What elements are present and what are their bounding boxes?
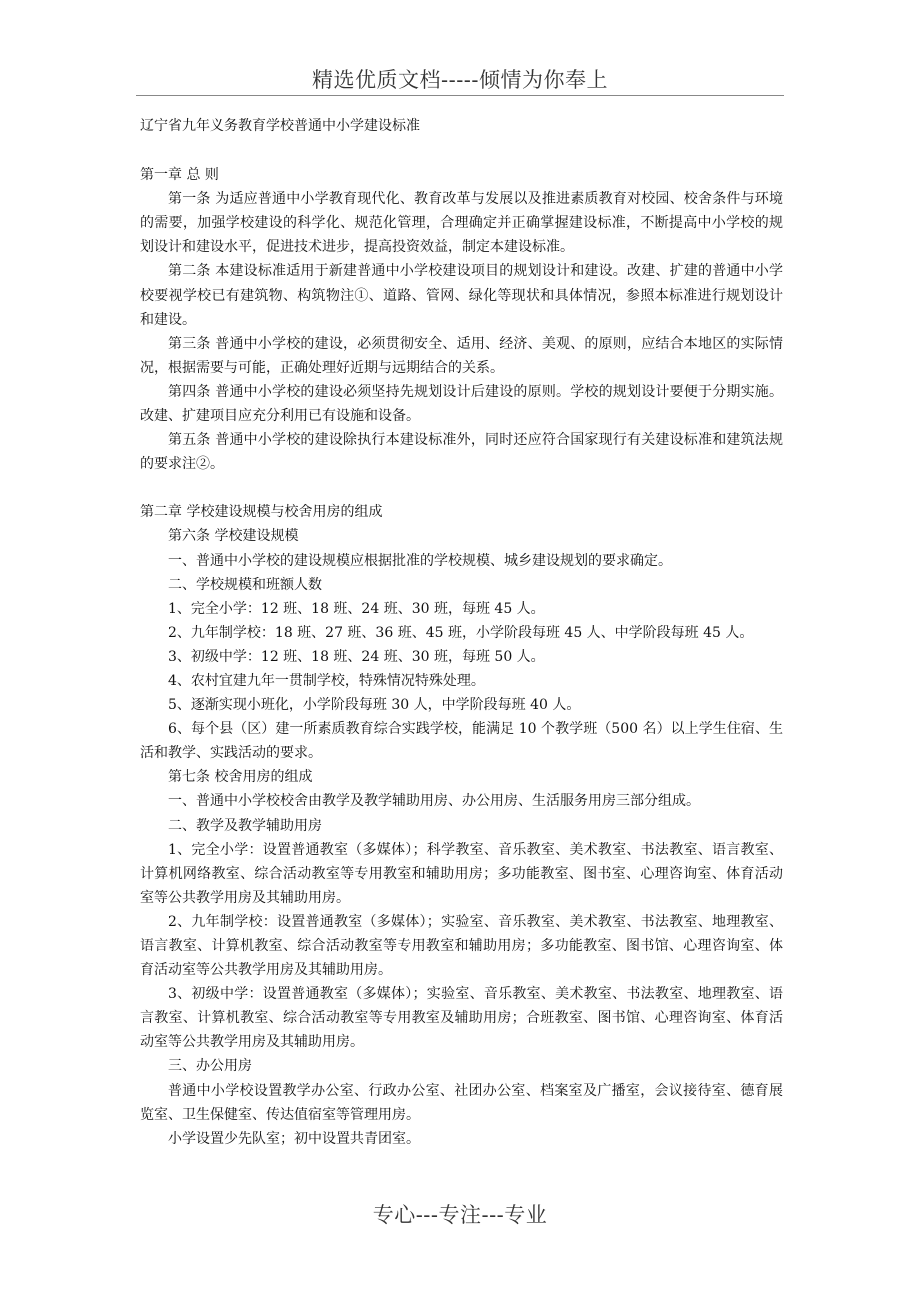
paragraph: 6、每个县（区）建一所素质教育综合实践学校，能满足 10 个教学班（500 名）以上学生住宿、生活和教学、实践活动的要求。 [140,721,783,762]
page-footer: 专心---专注---专业 [372,1203,548,1227]
paragraph: 4、农村宜建九年一贯制学校，特殊情况特殊处理。 [168,672,485,689]
chapter-spacer [140,476,783,500]
paragraph: 1、完全小学：设置普通教室（多媒体）；科学教室、音乐教室、美术教室、书法教室、语言教室、计算机网络教室、综合活动教室等专用教室和辅助用房；多功能教室、图书室、心理咨询室、体育活动室等公共教学用房及其辅助用房。 [140,841,783,906]
paragraph: 1、完全小学：12 班、18 班、24 班、30 班，每班 45 人。 [168,600,545,617]
chapter-1-heading: 第一章 总 则 [140,167,219,184]
paragraph: 三、办公用房 [168,1058,252,1075]
article-7-heading: 第七条 校舍用房的组成 [168,769,313,786]
article-6-heading: 第六条 学校建设规模 [168,528,299,545]
page-header: 精选优质文档-----倾情为你奉上 [312,68,608,92]
article-4: 第四条 普通中小学校的建设必须坚持先规划设计后建设的原则。学校的规划设计要便于分期实施。改建、扩建项目应充分利用已有设施和设备。 [140,383,783,425]
paragraph: 普通中小学校设置教学办公室、行政办公室、社团办公室、档案室及广播室，会议接待室、德育展览室、卫生保健室、传达值宿室等管理用房。 [140,1082,783,1123]
paragraph: 3、初级中学：设置普通教室（多媒体）；实验室、音乐教室、美术教室、书法教室、地理教室、语言教室、计算机教室、综合活动教室等专用教室及辅助用房；合班教室、图书馆、心理咨询室、体育活动室等公共教学用房及其辅助用房。 [140,986,783,1051]
paragraph: 5、逐渐实现小班化，小学阶段每班 30 人，中学阶段每班 40 人。 [168,697,581,714]
article-5: 第五条 普通中小学校的建设除执行本建设标准外，同时还应符合国家现行有关建设标准和建筑法规的要求注②。 [140,432,783,473]
header-divider [136,95,784,96]
paragraph: 二、学校规模和班额人数 [168,576,322,593]
article-1: 第一条 为适应普通中小学教育现代化、教育改革与发展以及推进素质教育对校园、校舍条件与环境的需要，加强学校建设的科学化、规范化管理，合理确定并正确掌握建设标准，不断提高中小学校的规划设计和建设水平，促进技术进步，提高投资效益，制定本建设标准。 [140,191,783,256]
article-2: 第二条 本建设标准适用于新建普通中小学校建设项目的规划设计和建设。改建、扩建的普通中小学校要视学校已有建筑物、构筑物注①、道路、管网、绿化等现状和具体情况，参照本标准进行规划设计和建设。 [140,263,783,328]
document-title: 辽宁省九年义务教育学校普通中小学建设标准 [140,118,420,134]
paragraph: 3、初级中学：12 班、18 班、24 班、30 班，每班 50 人。 [168,648,545,665]
paragraph: 2、九年制学校：18 班、27 班、36 班、45 班，小学阶段每班 45 人、中学阶段每班 45 人。 [168,624,754,641]
paragraph: 一、普通中小学校校舍由教学及教学辅助用房、办公用房、生活服务用房三部分组成。 [168,793,700,810]
document-body [140,114,783,1151]
paragraph: 小学设置少先队室；初中设置共青团室。 [168,1130,420,1147]
article-3: 第三条 普通中小学校的建设，必须贯彻安全、适用、经济、美观、的原则，应结合本地区的实际情况，根据需要与可能，正确处理好近期与远期结合的关系。 [140,335,783,376]
paragraph: 一、普通中小学校的建设规模应根据批准的学校规模、城乡建设规划的要求确定。 [168,552,672,569]
paragraph: 2、九年制学校：设置普通教室（多媒体）；实验室、音乐教室、美术教室、书法教室、地理教室、语言教室、计算机教室、综合活动教室等专用教室和辅助用房；多功能教室、图书馆、心理咨询室、体育活动室等公共教学用房及其辅助用房。 [140,913,783,979]
paragraph: 二、教学及教学辅助用房 [168,817,322,834]
chapter-2-heading: 第二章 学校建设规模与校舍用房的组成 [140,504,383,521]
